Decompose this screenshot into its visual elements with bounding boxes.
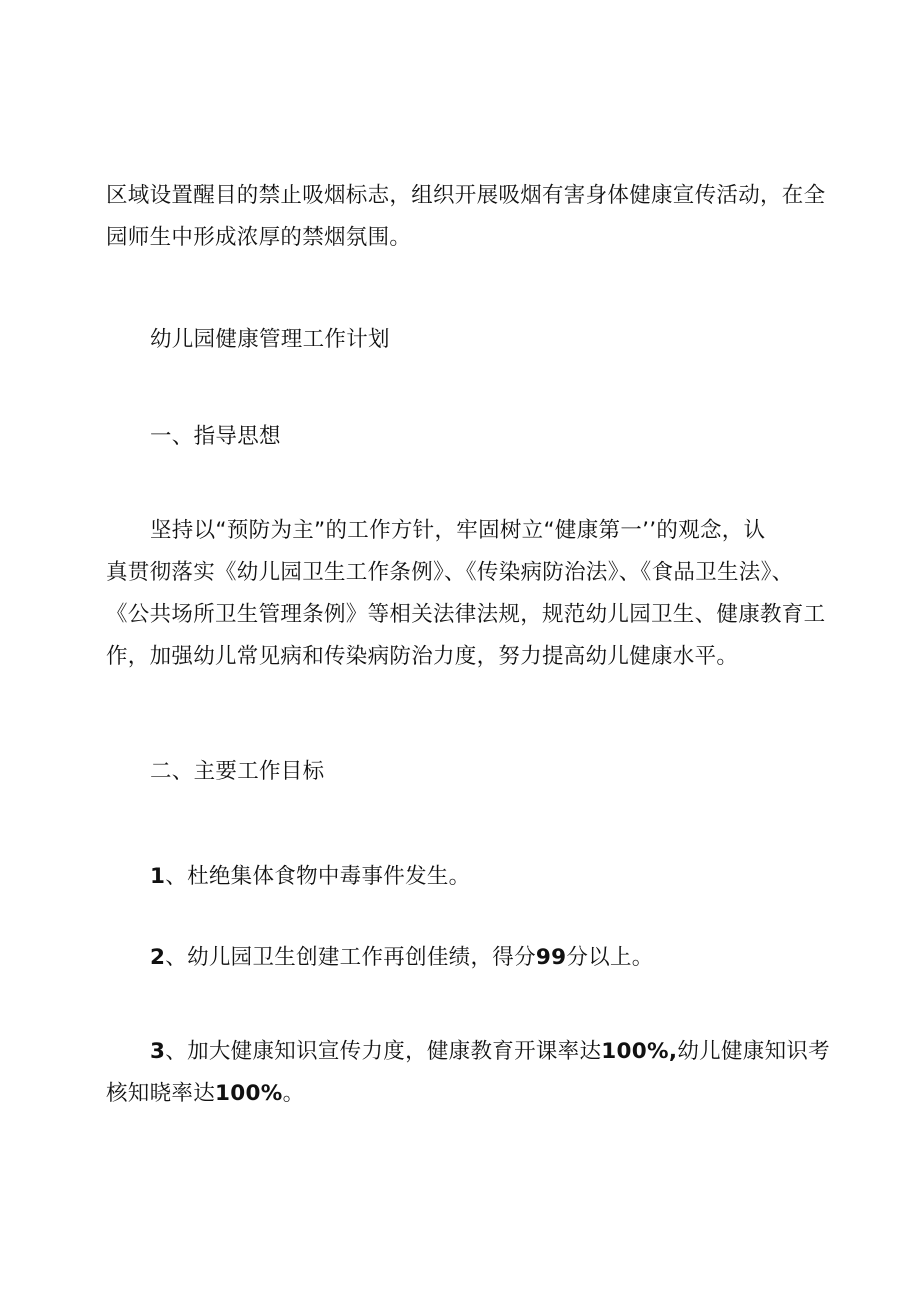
goal-item-2	[106, 937, 818, 979]
section-heading-main-goals	[106, 751, 818, 793]
goal-text: 、杜绝集体食物中毒事件发生。	[165, 864, 471, 889]
paragraph-line: 作，加强幼儿常见病和传染病防治力度，努力提高幼儿健康水平。	[106, 644, 739, 669]
goal-number: 2	[150, 945, 166, 970]
goal-line	[106, 937, 818, 979]
goal-text: 、加大健康知识宣传力度，健康教育开课率达	[165, 1039, 602, 1064]
paragraph-line: 《公共场所卫生管理条例》等相关法律法规，规范幼儿园卫生、健康教育工	[106, 602, 826, 627]
goal-line	[106, 1073, 818, 1115]
heading-text: 一、指导思想	[150, 424, 281, 449]
goal-text: 分以上。	[566, 945, 654, 970]
goal-text: 、幼儿园卫生创建工作再创佳绩，得分	[165, 945, 536, 970]
goal-line	[106, 856, 818, 898]
section-heading-guiding-thought	[106, 416, 818, 458]
title-text: 幼儿园健康管理工作计划	[150, 327, 390, 352]
paragraph-line: 区域设置醒目的禁止吸烟标志，组织开展吸烟有害身体健康宣传活动，在全	[106, 183, 826, 208]
goal-number: 1	[150, 864, 166, 889]
heading-text: 二、主要工作目标	[150, 759, 325, 784]
goal-rate: 100%,	[601, 1039, 678, 1064]
paragraph-line: 坚持以“预防为主”的工作方针，牢固树立“健康第一’’的观念，认	[150, 518, 766, 543]
goal-text: 核知晓率达	[106, 1081, 216, 1106]
document-title	[106, 319, 818, 361]
goal-line	[106, 1031, 830, 1073]
goal-text: 幼儿健康知识考	[677, 1039, 830, 1064]
goal-number: 3	[150, 1039, 166, 1064]
goal-item-1	[106, 856, 818, 898]
goal-score: 99	[535, 945, 567, 970]
guiding-thought-paragraph	[106, 510, 826, 678]
paragraph-line: 真贯彻落实《幼儿园卫生工作条例》、《传染病防治法》、《食品卫生法》、	[106, 560, 794, 585]
goal-item-3	[106, 1031, 830, 1115]
goal-text: 。	[282, 1081, 305, 1106]
continuation-paragraph	[106, 175, 826, 259]
paragraph-line: 园师生中形成浓厚的禁烟氛围。	[106, 225, 412, 250]
goal-rate: 100%	[215, 1081, 283, 1106]
